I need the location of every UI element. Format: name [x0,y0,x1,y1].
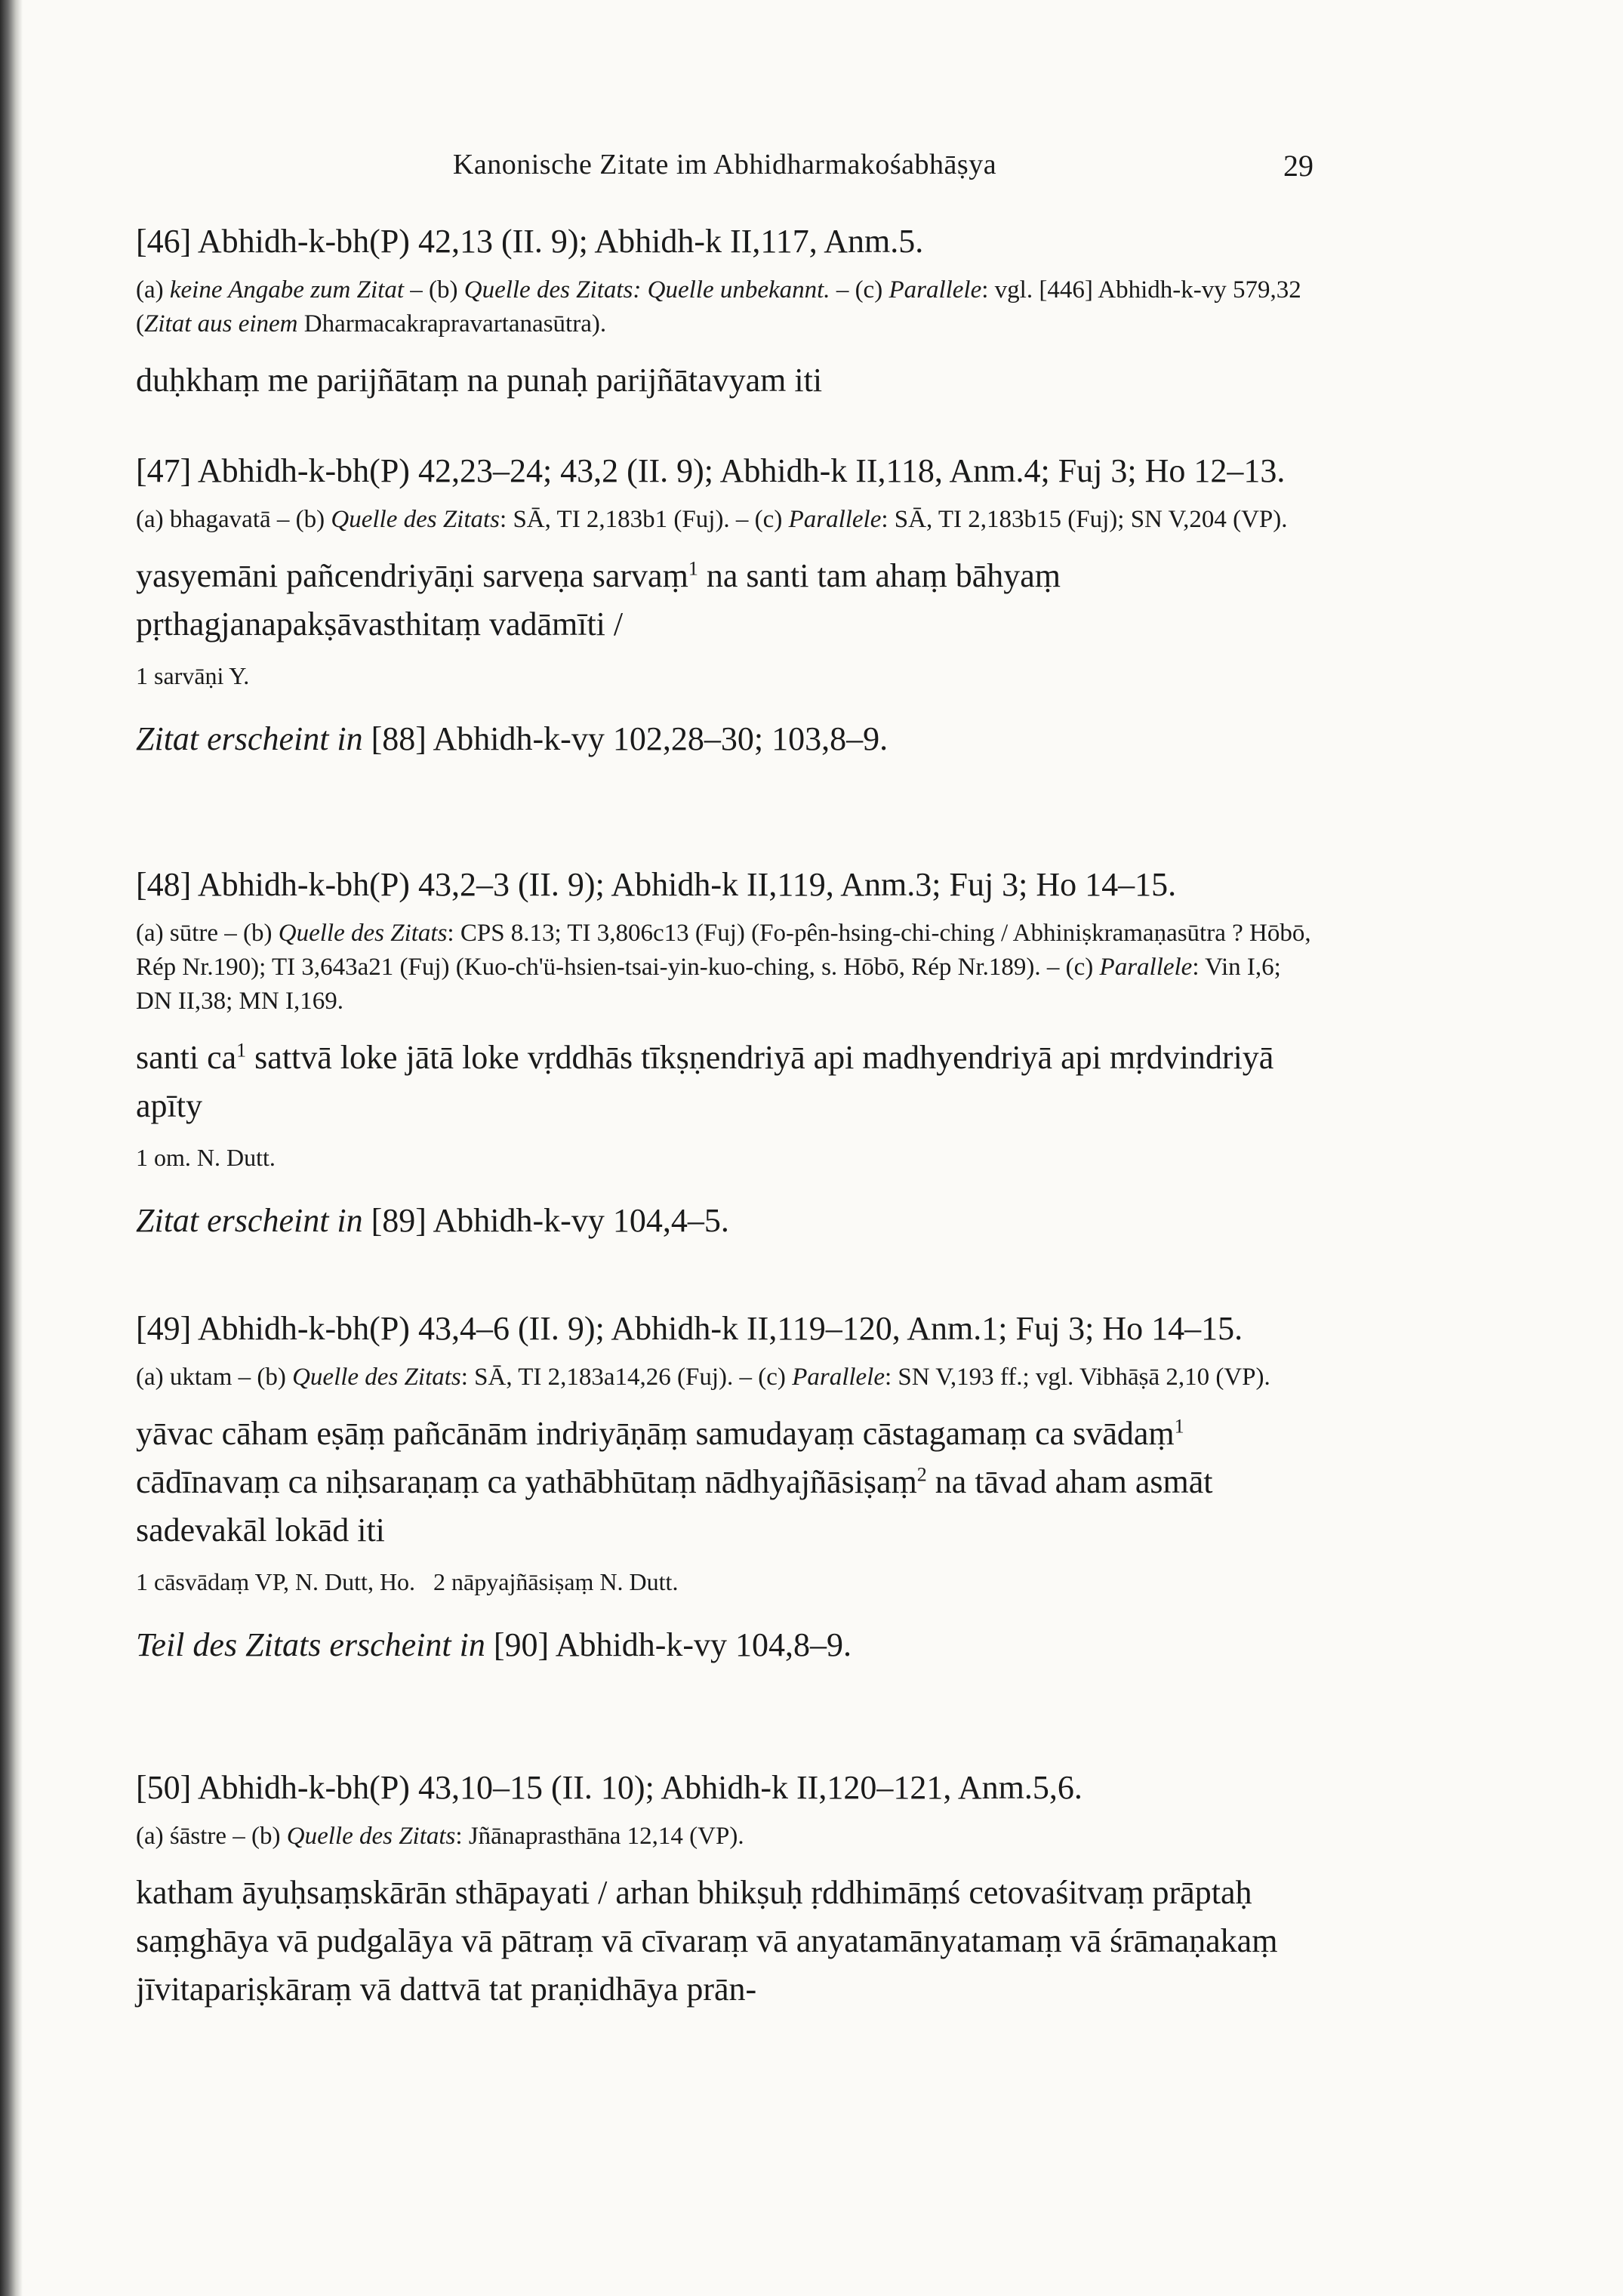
sanskrit-quote: duḥkhaṃ me parijñātaṃ na punaḥ parijñātavyam iti [136,362,823,399]
entry-46 [136,217,1313,405]
footnote-marker: 1 [1174,1415,1184,1438]
footnote-marker: 1 [688,557,698,580]
entry-heading: [49] Abhidh-k-bh(P) 43,4–6 (II. 9); Abhidh-k II,119–120, Anm.1; Fuj 3; Ho 14–15. [136,1310,1243,1347]
entry-heading: [48] Abhidh-k-bh(P) 43,2–3 (II. 9); Abhidh-k II,119, Anm.3; Fuj 3; Ho 14–15. [136,866,1177,903]
entry-heading: [47] Abhidh-k-bh(P) 42,23–24; 43,2 (II. 9); Abhidh-k II,118, Anm.4; Fuj 3; Ho 12–13. [136,452,1286,489]
entry-notes: (a) bhagavatā – (b) Quelle des Zitats: SĀ, TI 2,183b1 (Fuj). – (c) Parallele: SĀ, TI 2,183b15 (Fuj); SN V,204 (VP). [136,506,1288,533]
entry-notes: (a) uktam – (b) Quelle des Zitats: SĀ, TI 2,183a14,26 (Fuj). – (c) Parallele: SN V,193 ff.; vgl. Vibhāṣā 2,10 (VP). [136,1364,1270,1391]
entry-notes: (a) śāstre – (b) Quelle des Zitats: Jñānaprasthāna 12,14 (VP). [136,1823,744,1850]
page-number: 29 [1283,149,1313,183]
sanskrit-quote: yāvac cāham eṣāṃ pañcānām indriyāṇāṃ samudayaṃ cāstagamaṃ ca svādaṃ$^1$ cādīnavaṃ ca niḥsaraṇaṃ ca yathābhūtaṃ nādhyajñāsiṣaṃ$^2$ na tāvad aham asmāt sadevakāl lokād iti [136,1415,1213,1549]
sanskrit-quote: yasyemāni pañcendriyāṇi sarveṇa sarvaṃ$^1$ na santi tam ahaṃ bāhyaṃ pṛthagjanapakṣāvasthitaṃ vadāmīti / [136,557,1061,643]
footnote: 1 sarvāṇi Y. [136,662,250,689]
citation: Zitat erscheint in [89] Abhidh-k-vy 104,4–5. [136,1202,729,1239]
entry-heading: [50] Abhidh-k-bh(P) 43,10–15 (II. 10); Abhidh-k II,120–121, Anm.5,6. [136,1769,1083,1806]
scan-binding-edge [0,0,23,2296]
running-head-title: Kanonische Zitate im Abhidharmakośabhāṣya [452,149,997,180]
entry-notes: (a) keine Angabe zum Zitat – (b) Quelle des Zitats: Quelle unbekannt. – (c) Parallele: vgl. [446] Abhidh-k-vy 579,32 (Zitat aus einem Dharmacakrapravartanasūtra). [136,276,1301,337]
footnote: 1 om. N. Dutt. [136,1144,276,1171]
footnote-marker: 1 [236,1039,247,1062]
sanskrit-quote: katham āyuḥsaṃskārān sthāpayati / arhan bhikṣuḥ ṛddhimāṃś cetovaśitvaṃ prāptaḥ saṃghāya vā pudgalāya vā pātraṃ vā cīvaraṃ vā anyatamānyatamaṃ vā śrāmaṇakaṃ jīvitapariṣkāraṃ vā dattvā tat praṇidhāya prān- [136,1874,1278,2008]
citation: Teil des Zitats erscheint in [90] Abhidh-k-vy 104,8–9. [136,1626,852,1663]
entry-48 [136,861,1313,1245]
entry-heading: [46] Abhidh-k-bh(P) 42,13 (II. 9); Abhidh-k II,117, Anm.5. [136,223,924,260]
footnote-marker: 2 [916,1463,927,1486]
citation: Zitat erscheint in [88] Abhidh-k-vy 102,28–30; 103,8–9. [136,720,888,757]
entry-49 [136,1305,1313,1669]
entry-50 [136,1764,1313,2014]
entry-47 [136,447,1313,763]
footnote: 1 cāsvādaṃ VP, N. Dutt, Ho. 2 nāpyajñāsiṣaṃ N. Dutt. [136,1568,679,1595]
sanskrit-quote: santi $ca^1$ sattvā loke jātā loke vṛddhās tīkṣṇendriyā api madhyendriyā api mṛdvindriyā apīty [136,1039,1274,1124]
running-head [136,148,1313,193]
entry-notes: (a) sūtre – (b) Quelle des Zitats: CPS 8.13; TI 3,806c13 (Fuj) (Fo-pên-hsing-chi-ching / Abhiniṣkramaṇasūtra ? Hōbō, Rép Nr.190); TI 3,643a21 (Fuj) (Kuo-ch'ü-hsien-tsai-yin-kuo-ching, s. Hōbō, Rép Nr.189). – (c) Parallele: Vin I,6; DN II,38; MN I,169. [136,920,1311,1015]
